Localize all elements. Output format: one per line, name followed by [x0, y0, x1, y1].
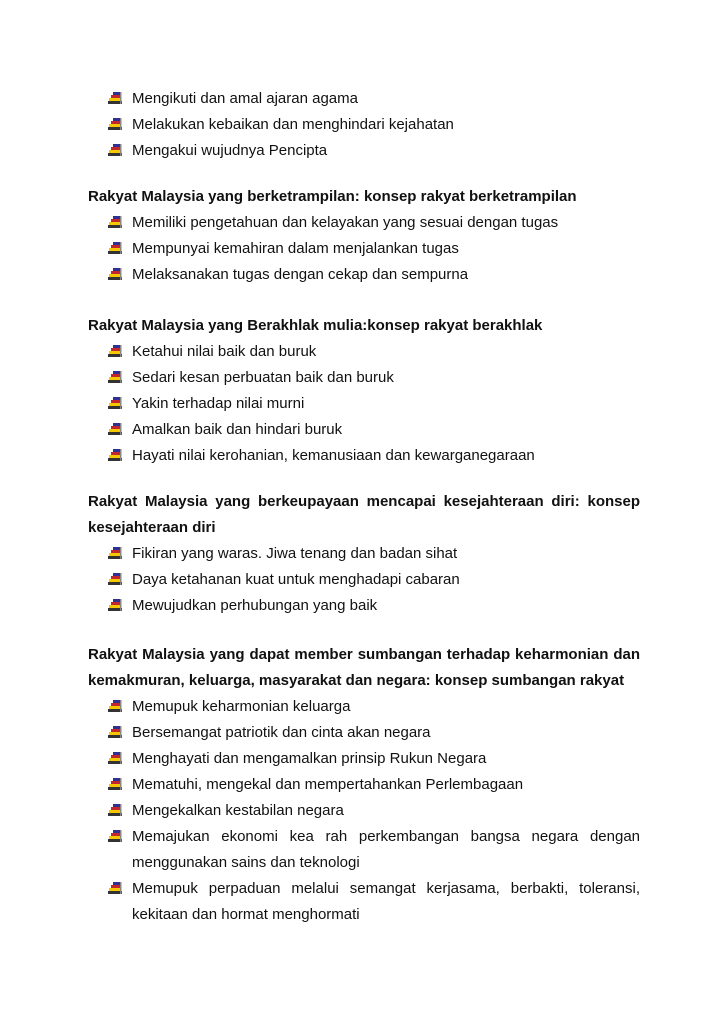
list-item-text: Mengakui wujudnya Pencipta: [132, 142, 328, 159]
list-item: [88, 86, 640, 112]
book-stack-icon: [108, 371, 123, 385]
list-item-text: Daya ketahanan kuat untuk menghadapi cabaran: [132, 571, 460, 588]
list-item-text: Mengikuti dan amal ajaran agama: [132, 90, 358, 107]
book-stack-icon: [108, 547, 123, 561]
list-item-text: Memajukan ekonomi kea rah perkembangan bangsa negara dengan menggunakan sains dan teknologi: [132, 828, 640, 871]
book-stack-icon: [108, 449, 123, 463]
book-stack-icon: [108, 423, 123, 437]
list-item: [88, 417, 640, 443]
book-stack-icon: [108, 573, 123, 587]
list-item-text: Memupuk perpaduan melalui semangat kerjasama, berbakti, toleransi, kekitaan dan hormat menghormati: [132, 880, 640, 923]
list-item: [88, 824, 640, 876]
section-heading: Rakyat Malaysia yang berkeupayaan mencapai kesejahteraan diri: konsep kesejahteraan diri: [88, 493, 640, 536]
list-item-text: Ketahui nilai baik dan buruk: [132, 343, 317, 360]
book-stack-icon: [108, 830, 123, 844]
list-item: [88, 365, 640, 391]
section-list: [88, 210, 640, 288]
section-berakhlak: [88, 313, 640, 469]
list-item: [88, 262, 640, 288]
list-item: [88, 443, 640, 469]
section-heading: Rakyat Malaysia yang berketrampilan: konsep rakyat berketrampilan: [88, 188, 577, 205]
list-item: [88, 798, 640, 824]
book-stack-icon: [108, 268, 123, 282]
list-item-text: Fikiran yang waras. Jiwa tenang dan badan sihat: [132, 545, 458, 562]
section-kesejahteraan: [88, 489, 640, 619]
list-item-text: Melaksanakan tugas dengan cekap dan sempurna: [132, 266, 469, 283]
list-item: [88, 391, 640, 417]
book-stack-icon: [108, 700, 123, 714]
list-item-text: Mewujudkan perhubungan yang baik: [132, 597, 378, 614]
section-heading: Rakyat Malaysia yang dapat member sumbangan terhadap keharmonian dan kemakmuran, keluarga, masyarakat dan negara: konsep sumbangan rakyat: [88, 646, 640, 689]
intro-block: [88, 86, 640, 164]
list-item-text: Mematuhi, mengekal dan mempertahankan Perlembagaan: [132, 776, 524, 793]
list-item: [88, 876, 640, 928]
list-item: [88, 112, 640, 138]
intro-list: [88, 86, 640, 164]
book-stack-icon: [108, 216, 123, 230]
book-stack-icon: [108, 92, 123, 106]
book-stack-icon: [108, 778, 123, 792]
list-item: [88, 541, 640, 567]
section-sumbangan: [88, 642, 640, 928]
list-item-text: Menghayati dan mengamalkan prinsip Rukun Negara: [132, 750, 487, 767]
list-item: [88, 567, 640, 593]
list-item-text: Amalkan baik dan hindari buruk: [132, 421, 343, 438]
list-item-text: Hayati nilai kerohanian, kemanusiaan dan kewarganegaraan: [132, 447, 535, 464]
list-item: [88, 593, 640, 619]
section-list: [88, 541, 640, 619]
list-item-text: Yakin terhadap nilai murni: [132, 395, 305, 412]
book-stack-icon: [108, 345, 123, 359]
list-item: [88, 138, 640, 164]
book-stack-icon: [108, 599, 123, 613]
list-item-text: Mengekalkan kestabilan negara: [132, 802, 344, 819]
list-item-text: Bersemangat patriotik dan cinta akan negara: [132, 724, 431, 741]
list-item-text: Mempunyai kemahiran dalam menjalankan tugas: [132, 240, 459, 257]
book-stack-icon: [108, 804, 123, 818]
book-stack-icon: [108, 882, 123, 896]
list-item-text: Memiliki pengetahuan dan kelayakan yang sesuai dengan tugas: [132, 214, 559, 231]
book-stack-icon: [108, 242, 123, 256]
book-stack-icon: [108, 726, 123, 740]
list-item: [88, 210, 640, 236]
list-item: [88, 236, 640, 262]
list-item: [88, 746, 640, 772]
list-item-text: Melakukan kebaikan dan menghindari kejahatan: [132, 116, 454, 133]
list-item-text: Sedari kesan perbuatan baik dan buruk: [132, 369, 394, 386]
list-item-text: Memupuk keharmonian keluarga: [132, 698, 351, 715]
section-list: [88, 694, 640, 928]
list-item: [88, 339, 640, 365]
book-stack-icon: [108, 397, 123, 411]
section-heading: Rakyat Malaysia yang Berakhlak mulia:konsep rakyat berakhlak: [88, 317, 543, 334]
list-item: [88, 772, 640, 798]
list-item: [88, 720, 640, 746]
section-berketrampilan: [88, 184, 640, 288]
book-stack-icon: [108, 118, 123, 132]
book-stack-icon: [108, 144, 123, 158]
section-list: [88, 339, 640, 469]
list-item: [88, 694, 640, 720]
book-stack-icon: [108, 752, 123, 766]
